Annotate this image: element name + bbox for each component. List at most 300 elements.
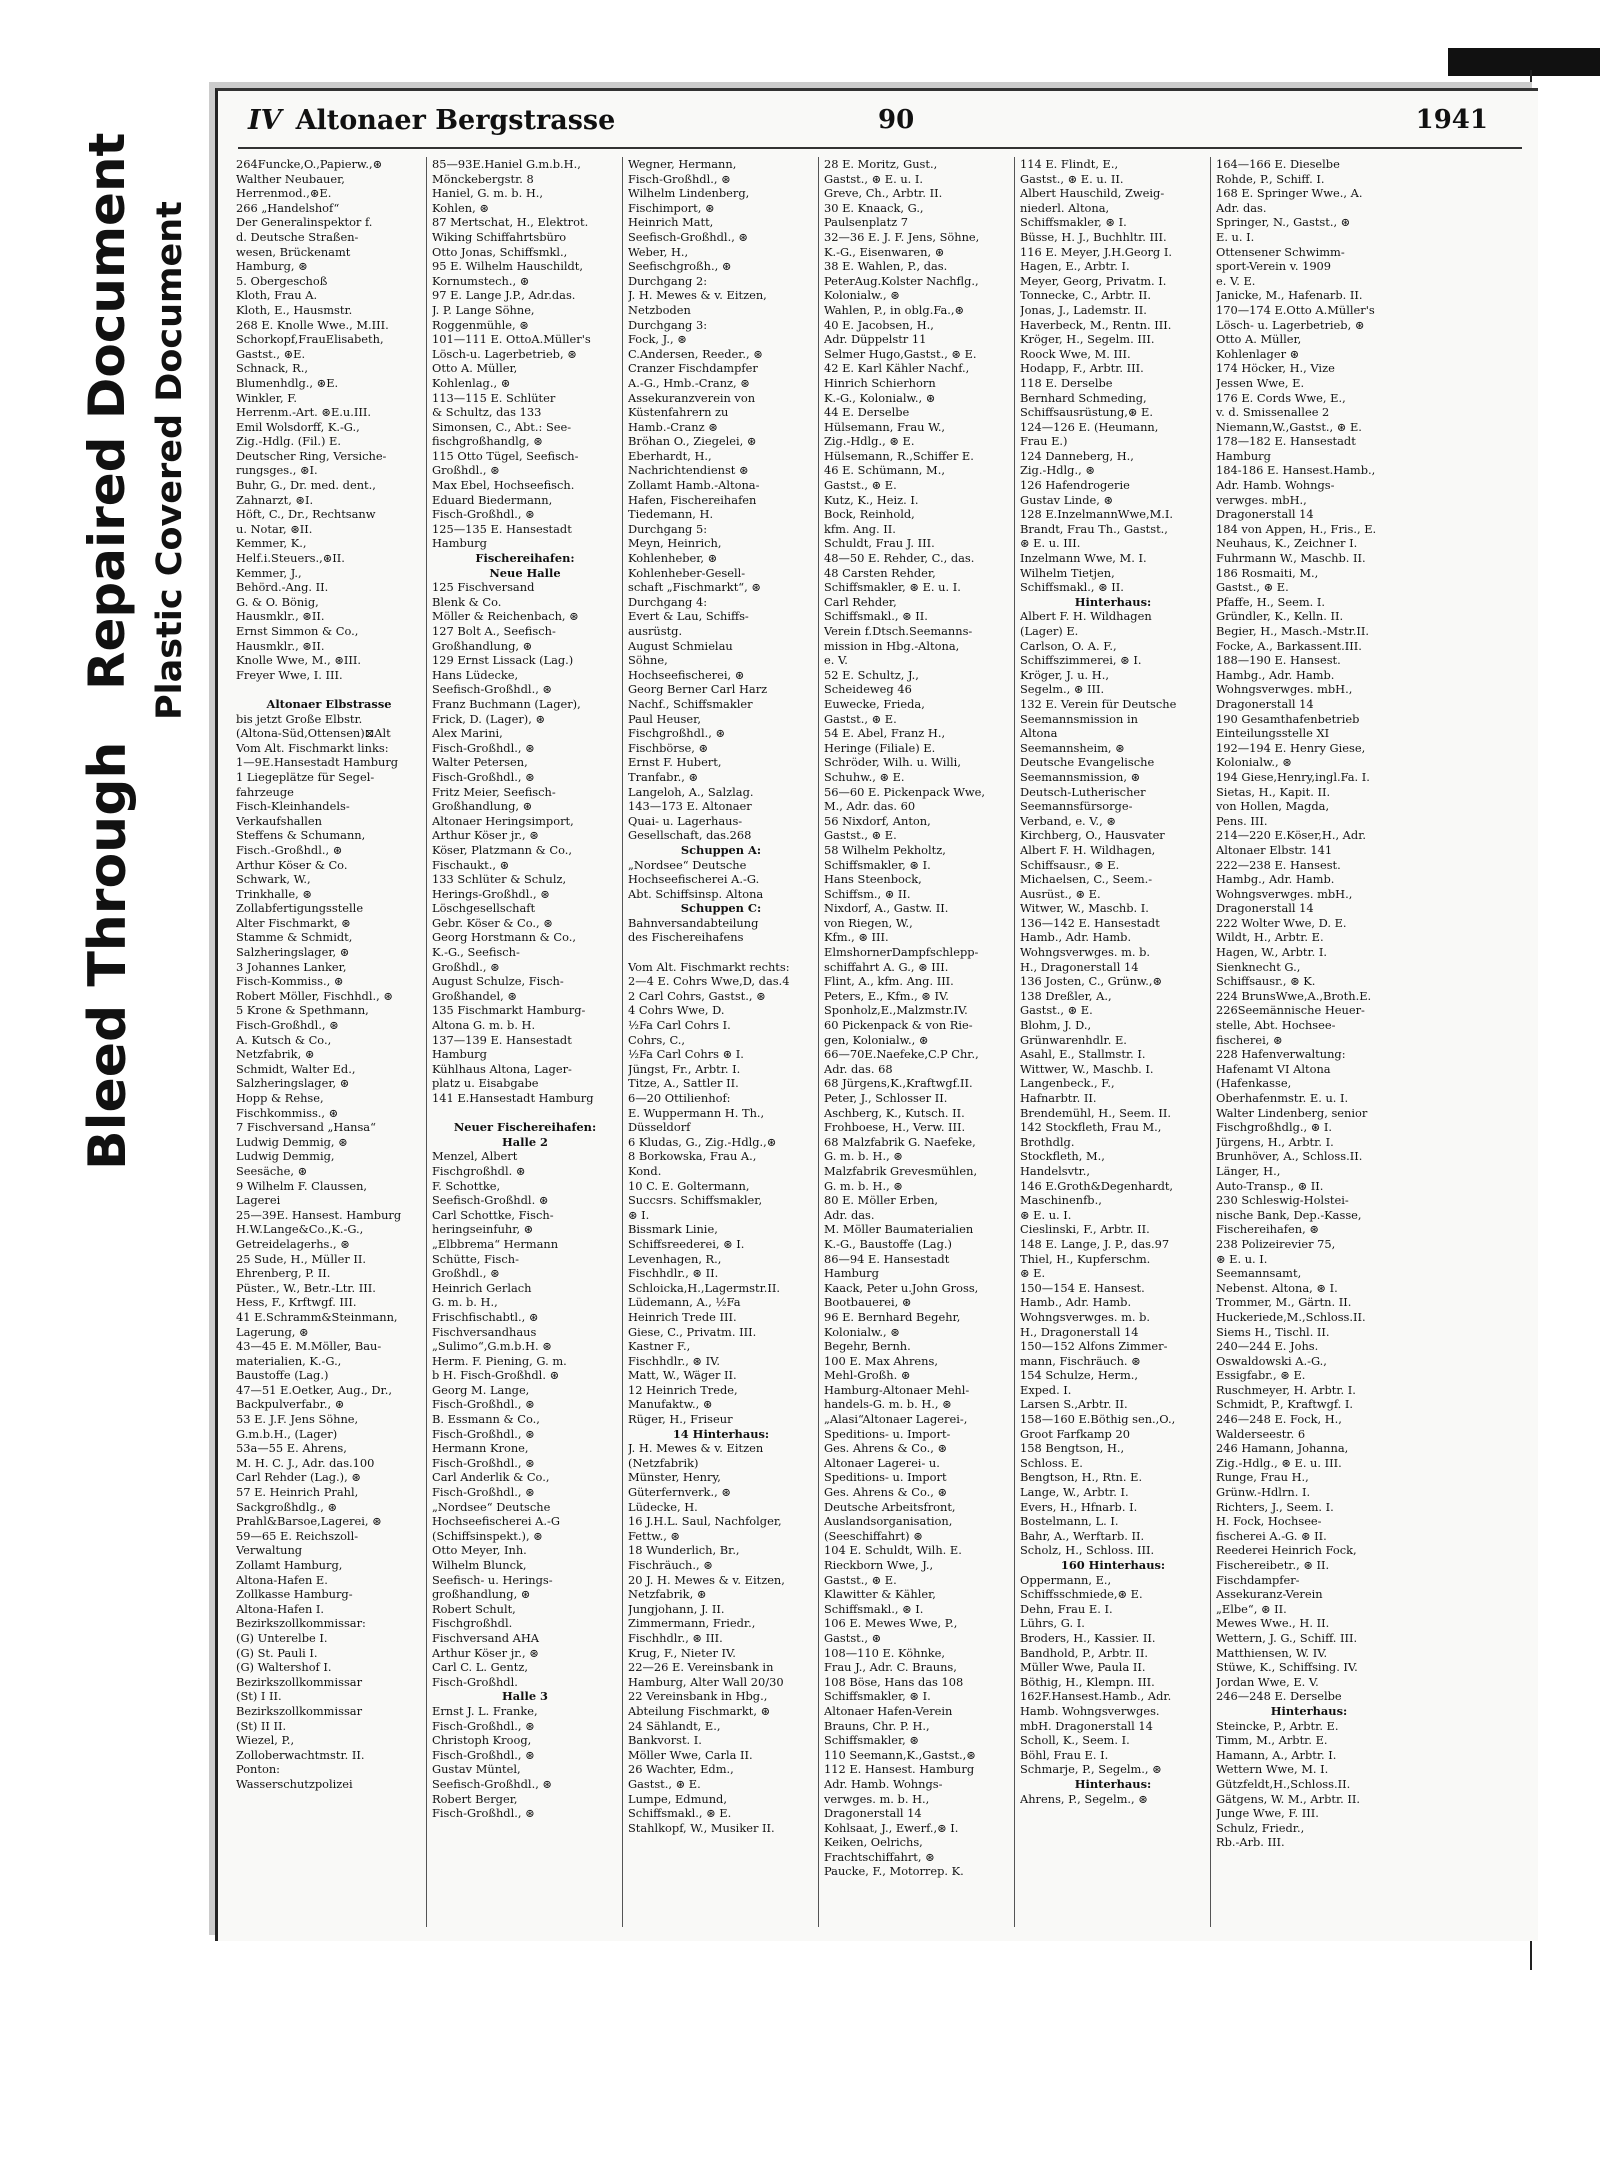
entry-line: 138 Dreßler, A., bbox=[1020, 988, 1112, 1003]
entry-line: Kloth, Frau A. bbox=[236, 288, 318, 303]
entry-line: Wasserschutzpolizei bbox=[236, 1776, 353, 1791]
entry-line: Lösch-u. Lagerbetrieb, ⊛ bbox=[432, 346, 577, 361]
entry-line: Gastst., ⊛ E. bbox=[1020, 1003, 1093, 1018]
entry-line: 46 E. Schümann, M., bbox=[824, 463, 945, 478]
entry-line: Möller & Reichenbach, ⊛ bbox=[432, 609, 579, 624]
entry-line: Haverbeck, M., Rentn. III. bbox=[1020, 317, 1172, 332]
entry-line: Schiffsmakler, ⊛ I. bbox=[824, 857, 931, 872]
entry-line: Pens. III. bbox=[1216, 813, 1268, 828]
entry-line: Zig.-Hdlg. (Fil.) E. bbox=[236, 434, 341, 449]
entry-line: 104 E. Schuldt, Wilh. E. bbox=[824, 1543, 962, 1558]
entry-line: Mehl-Großh. ⊛ bbox=[824, 1368, 911, 1383]
entry-line: Otto A. Müller, bbox=[1216, 332, 1302, 347]
entry-line: Söhne, bbox=[628, 653, 668, 668]
column-divider bbox=[1210, 157, 1211, 1927]
entry-line: Ahrens, P., Segelm., ⊛ bbox=[1020, 1791, 1148, 1806]
entry-line: „Nordsee“ Deutsche bbox=[628, 857, 747, 872]
entry-line: v. d. Smissenallee 2 bbox=[1216, 405, 1330, 420]
entry-line: Hamburg bbox=[432, 1047, 487, 1062]
entry-line: Seemannsheim, ⊛ bbox=[1020, 740, 1125, 755]
entry-line: M. H. C. J., Adr. das.100 bbox=[236, 1455, 375, 1470]
entry-line: 1 Liegeplätze für Segel- bbox=[236, 769, 375, 784]
entry-line: Auslandsorganisation, bbox=[824, 1514, 953, 1529]
entry-line: Kohlenlag., ⊛ bbox=[432, 375, 511, 390]
entry-line: Schröder, Wilh. u. Willi, bbox=[824, 755, 961, 770]
entry-line: Fisch-Großhdl., ⊛ bbox=[432, 1485, 535, 1500]
entry-line: 246—248 E. Derselbe bbox=[1216, 1689, 1342, 1704]
entry-line: Asahl, E., Stallmstr. I. bbox=[1020, 1047, 1146, 1062]
entry-line: Steincke, P., Arbtr. E. bbox=[1216, 1718, 1339, 1733]
entry-line: Güterfernverk., ⊛ bbox=[628, 1485, 731, 1500]
entry-line: Frau E.) bbox=[1020, 434, 1068, 449]
entry-line: Durchgang 4: bbox=[628, 594, 708, 609]
entry-line: G. m. b. H., bbox=[432, 1295, 498, 1310]
entry-line: Segelm., ⊛ III. bbox=[1020, 682, 1105, 697]
entry-line: Möller Wwe, Carla II. bbox=[628, 1747, 753, 1762]
entry-line: von Riegen, W., bbox=[824, 915, 913, 930]
entry-line: niederl. Altona, bbox=[1020, 200, 1110, 215]
entry-line: Langenbeck., F., bbox=[1020, 1076, 1115, 1091]
entry-line: Schiffsmakl., ⊛ E. bbox=[628, 1806, 732, 1821]
entry-line: Büsse, H. J., Buchhltr. III. bbox=[1020, 229, 1167, 244]
entry-line: Fisch.-Großhdl., ⊛ bbox=[236, 842, 343, 857]
entry-line: Fischbörse, ⊛ bbox=[628, 740, 709, 755]
entry-line: Kröger, J. u. H., bbox=[1020, 667, 1109, 682]
entry-line: 56—60 E. Pickenpack Wwe, bbox=[824, 784, 986, 799]
entry-line: M., Adr. das. 60 bbox=[824, 799, 916, 814]
entry-line: Wegner, Hermann, bbox=[628, 157, 737, 171]
entry-line: Hans Lüdecke, bbox=[432, 667, 519, 682]
entry-line: 178—182 E. Hansestadt bbox=[1216, 434, 1356, 449]
entry-line: M. Möller Baumaterialien bbox=[824, 1222, 974, 1237]
entry-line: Assekuranzverein von bbox=[628, 390, 756, 405]
entry-line: Pfaffe, H., Seem. I. bbox=[1216, 594, 1325, 609]
entry-line: Fischkommiss., ⊛ bbox=[236, 1105, 339, 1120]
entry-line: Schulz, Friedr., bbox=[1216, 1820, 1305, 1835]
entry-line: H., Dragonerstall 14 bbox=[1020, 1324, 1139, 1339]
entry-line: Haniel, G. m. b. H., bbox=[432, 186, 544, 201]
entry-line: Reederei Heinrich Fock, bbox=[1216, 1543, 1357, 1558]
entry-line: Kohlenheber, ⊛ bbox=[628, 551, 718, 566]
entry-line: Verein f.Dtsch.Seemanns- bbox=[824, 624, 973, 638]
entry-line: Oswaldowski A.-G., bbox=[1216, 1353, 1327, 1368]
entry-line: Zig.-Hdlg., ⊛ E. u. III. bbox=[1216, 1455, 1342, 1470]
entry-line: Wilhelm Blunck, bbox=[432, 1558, 527, 1572]
entry-line: Broders, H., Kassier. II. bbox=[1020, 1630, 1156, 1645]
entry-line: von Hollen, Magda, bbox=[1216, 799, 1330, 814]
entry-line: Walter Lindenberg, senior bbox=[1216, 1105, 1368, 1120]
entry-line: Hafnarbtr. II. bbox=[1020, 1091, 1097, 1105]
entry-line: Lüdemann, A., ½Fa bbox=[628, 1295, 741, 1310]
entry-line: Carl Rehder (Lag.), ⊛ bbox=[236, 1470, 361, 1485]
entry-line: Bröhan O., Ziegelei, ⊛ bbox=[628, 434, 757, 449]
entry-line: Hamburg, Alter Wall 20/30 bbox=[628, 1674, 784, 1689]
entry-line: Fisch-Großhdl., ⊛ bbox=[432, 1397, 535, 1412]
entry-line: Zollamt Hamburg, bbox=[236, 1558, 343, 1572]
entry-line: Schiffsmakl., ⊛ I. bbox=[824, 1601, 924, 1616]
entry-line: Prahl&Barsoe,Lagerei, ⊛ bbox=[236, 1514, 382, 1529]
entry-line: Keiken, Oelrichs, bbox=[824, 1835, 923, 1850]
entry-line: Seesäche, ⊛ bbox=[236, 1163, 308, 1178]
entry-line: Münster, Henry, bbox=[628, 1470, 721, 1485]
entry-line: Robert Möller, Fischhdl., ⊛ bbox=[236, 988, 393, 1003]
entry-line: Auto-Transp., ⊛ II. bbox=[1216, 1178, 1324, 1193]
entry-line: Neuer Fischereihafen: bbox=[453, 1120, 597, 1135]
entry-line: Knolle Wwe, M., ⊛III. bbox=[236, 653, 361, 668]
entry-line: 48 Carsten Rehder, bbox=[824, 565, 936, 580]
entry-line: Altona-Hafen E. bbox=[236, 1572, 328, 1587]
entry-line: H., Dragonerstall 14 bbox=[1020, 959, 1139, 974]
entry-line: Durchgang 2: bbox=[628, 273, 708, 288]
entry-line: Titze, A., Sattler II. bbox=[628, 1076, 739, 1091]
entry-line: 141 E.Hansestadt Hamburg bbox=[432, 1091, 594, 1105]
entry-line: Kröger, H., Segelm. III. bbox=[1020, 332, 1155, 347]
entry-line: 2—4 E. Cohrs Wwe,D, das.4 bbox=[628, 974, 790, 989]
entry-line: Gustav Linde, ⊛ bbox=[1020, 492, 1114, 507]
entry-line: Focke, A., Barkassent.III. bbox=[1216, 638, 1362, 653]
entry-line: großhandlung, ⊛ bbox=[432, 1587, 531, 1602]
entry-line: Eberhardt, H., bbox=[628, 448, 712, 463]
entry-line: Albert F. H. Wildhagen, bbox=[1020, 842, 1156, 857]
entry-line: Jüngst, Fr., Arbtr. I. bbox=[628, 1061, 741, 1076]
entry-line: Kolonialw., ⊛ bbox=[824, 1324, 900, 1339]
entry-line: Abteilung Fischmarkt, ⊛ bbox=[628, 1703, 771, 1718]
entry-line: Fritz Meier, Seefisch- bbox=[432, 784, 556, 799]
entry-line: Begehr, Bernh. bbox=[824, 1339, 911, 1354]
entry-line: Rieckborn Wwe, J., bbox=[824, 1558, 934, 1572]
entry-line: Düsseldorf bbox=[628, 1120, 691, 1135]
entry-line: Hochseefischerei A.-G bbox=[432, 1514, 560, 1529]
entry-line: Gützfeldt,H.,Schloss.II. bbox=[1216, 1776, 1351, 1791]
entry-line: Otto Jonas, Schiffsmkl., bbox=[432, 244, 568, 259]
entry-line: 3 Johannes Lanker, bbox=[236, 959, 347, 974]
entry-line: Einteilungsstelle XI bbox=[1216, 726, 1330, 741]
entry-line: Verwaltung bbox=[236, 1543, 303, 1558]
entry-line: 8 Borkowska, Frau A., bbox=[628, 1149, 757, 1164]
entry-line: Gastst., ⊛ E. bbox=[1216, 580, 1289, 595]
entry-line: Nebenst. Altona, ⊛ I. bbox=[1216, 1280, 1338, 1295]
column-divider bbox=[622, 157, 623, 1927]
entry-line: Sponholz,E.,Malzmstr.IV. bbox=[824, 1003, 968, 1018]
entry-line: Seemannsmission, ⊛ bbox=[1020, 769, 1141, 784]
entry-line: Vom Alt. Fischmarkt links: bbox=[236, 740, 389, 755]
entry-line: Gründler, K., Kelln. II. bbox=[1216, 609, 1344, 624]
entry-line: Hodapp, F., Arbtr. III. bbox=[1020, 361, 1144, 376]
entry-line: Sietas, H., Kapit. II. bbox=[1216, 784, 1331, 799]
entry-line: Böthig, H., Klempn. III. bbox=[1020, 1674, 1155, 1689]
entry-line: Heinrich Gerlach bbox=[432, 1280, 532, 1295]
label-bleed-through: Bleed Through bbox=[78, 741, 138, 1170]
entry-line: Altonaer Hafen-Verein bbox=[824, 1703, 953, 1718]
entry-line: Schiffsausr., ⊛ E. bbox=[1020, 857, 1120, 872]
entry-line: Bezirkszollkommissar bbox=[236, 1703, 363, 1718]
entry-line: Müller Wwe, Paula II. bbox=[1020, 1660, 1146, 1675]
entry-line: Gastst., ⊛ E. bbox=[824, 711, 897, 726]
street-title: Altonaer Bergstrasse bbox=[295, 105, 616, 136]
entry-line: Fisch-Großhdl., ⊛ bbox=[432, 769, 535, 784]
entry-line: Jonas, J., Lademstr. II. bbox=[1020, 302, 1147, 317]
entry-line: Bootbauerei, ⊛ bbox=[824, 1295, 912, 1310]
entry-line: 266 „Handelshof“ bbox=[236, 200, 340, 215]
entry-line: K.-G., Seefisch- bbox=[432, 945, 520, 960]
entry-line: A. Kutsch & Co., bbox=[236, 1032, 332, 1047]
entry-line: Ernst F. Hubert, bbox=[628, 755, 722, 770]
entry-line: Grünw.-Hdlrn. I. bbox=[1216, 1485, 1311, 1500]
entry-line: Kaack, Peter u.John Gross, bbox=[824, 1280, 979, 1295]
entry-line: 1—9E.Hansestadt Hamburg bbox=[236, 755, 399, 770]
entry-line: Deutsch-Lutherischer bbox=[1020, 784, 1146, 799]
entry-line: Adr. Hamb. Wohngs- bbox=[1216, 478, 1335, 493]
entry-line: 42 E. Karl Kähler Nachf., bbox=[824, 361, 970, 376]
entry-line: 230 Schleswig-Holstei- bbox=[1216, 1193, 1349, 1208]
entry-line: Hamb., Adr. Hamb. bbox=[1020, 930, 1132, 945]
entry-line: Hamann, A., Arbtr. I. bbox=[1216, 1747, 1337, 1762]
entry-line: Walther Neubauer, bbox=[236, 171, 345, 186]
entry-line: Bostelmann, L. I. bbox=[1020, 1514, 1119, 1529]
entry-line: Georg M. Lange, bbox=[432, 1382, 530, 1397]
entry-line: Fisch-Großhdl., ⊛ bbox=[432, 1747, 535, 1762]
entry-line: Hausmklr., ⊛II. bbox=[236, 638, 325, 653]
entry-line: Schmidt, Walter Ed., bbox=[236, 1061, 356, 1076]
entry-line: Evers, H., Hfnarb. I. bbox=[1020, 1499, 1138, 1514]
entry-line: Seefischgroßh., ⊛ bbox=[628, 259, 732, 274]
entry-line: 25—39E. Hansest. Hamburg bbox=[236, 1207, 402, 1222]
entry-line: Carlson, O. A. F., bbox=[1020, 638, 1117, 653]
entry-line: Gesellschaft, das.268 bbox=[628, 828, 752, 843]
entry-line: (St) II II. bbox=[236, 1718, 287, 1733]
entry-line: rungsges., ⊛I. bbox=[236, 463, 318, 478]
entry-line: 58 Wilhelm Pekholtz, bbox=[824, 842, 946, 857]
entry-line: Blohm, J. D., bbox=[1020, 1018, 1092, 1033]
entry-line: Altonaer Elbstrasse bbox=[266, 696, 392, 711]
entry-line: 118 E. Derselbe bbox=[1020, 375, 1113, 390]
entry-line: Fischereibetr., ⊛ II. bbox=[1216, 1558, 1330, 1572]
entry-line: Fisch-Kommiss., ⊛ bbox=[236, 974, 344, 989]
entry-line: Ges. Ahrens & Co., ⊛ bbox=[824, 1485, 948, 1500]
entry-line: handels-G. m. b. H., ⊛ bbox=[824, 1397, 952, 1412]
entry-line: Adr. Düppelstr 11 bbox=[824, 332, 927, 347]
entry-line: Hamburg bbox=[1216, 448, 1271, 463]
entry-line: J. P. Lange Söhne, bbox=[432, 302, 535, 317]
entry-line: 133 Schlüter & Schulz, bbox=[432, 872, 567, 887]
entry-line: Frachtschiffahrt, ⊛ bbox=[824, 1849, 935, 1864]
entry-line: Adr. das. bbox=[824, 1207, 875, 1222]
entry-line: 106 E. Mewes Wwe, P., bbox=[824, 1616, 958, 1631]
entry-line: 125—135 E. Hansestadt bbox=[432, 521, 572, 536]
entry-line: 110 Seemann,K.,Gastst.,⊛ bbox=[824, 1747, 976, 1762]
entry-line: Ausrüst., ⊛ E. bbox=[1020, 886, 1101, 901]
entry-line: mbH. Dragonerstall 14 bbox=[1020, 1718, 1153, 1733]
entry-line: 97 E. Lange J.P., Adr.das. bbox=[432, 288, 576, 303]
entry-line: 143—173 E. Altonaer bbox=[628, 799, 752, 814]
entry-line: 12 Heinrich Trede, bbox=[628, 1382, 738, 1397]
entry-line: Mönckebergstr. 8 bbox=[432, 171, 534, 186]
entry-line: Fischgroßhdlg., ⊛ I. bbox=[1216, 1120, 1333, 1135]
column-6 bbox=[1216, 157, 1402, 1927]
entry-line: Meyer, Georg, Privatm. I. bbox=[1020, 273, 1167, 288]
entry-line: Handelsvtr., bbox=[1020, 1163, 1091, 1178]
entry-line: 222 Wolter Wwe, D. E. bbox=[1216, 915, 1347, 930]
entry-line: Roggenmühle, ⊛ bbox=[432, 317, 529, 332]
entry-line: materialien, K.-G., bbox=[236, 1353, 342, 1368]
entry-line: Malzfabrik Grevesmühlen, bbox=[824, 1163, 978, 1178]
entry-line: ½Fa Carl Cohrs ⊛ I. bbox=[628, 1047, 744, 1062]
entry-line: 28 E. Moritz, Gust., bbox=[824, 157, 938, 171]
entry-line: Hess, F., Krftwgf. III. bbox=[236, 1295, 357, 1310]
entry-line: Cieslinski, F., Arbtr. II. bbox=[1020, 1222, 1150, 1237]
entry-line: „Sulimo“,G.m.b.H. ⊛ bbox=[432, 1339, 552, 1354]
entry-line: Ernst J. L. Franke, bbox=[432, 1703, 538, 1718]
entry-line: 22—26 E. Vereinsbank in bbox=[628, 1660, 774, 1675]
entry-line: Gastst., ⊛ E. u. II. bbox=[1020, 171, 1124, 186]
entry-line: Robert Berger, bbox=[432, 1791, 518, 1806]
entry-line bbox=[432, 1106, 618, 1121]
entry-line: Schuldt, Frau J. III. bbox=[824, 536, 935, 551]
entry-line: Giese, C., Privatm. III. bbox=[628, 1324, 757, 1339]
entry-line: 184-186 E. Hansest.Hamb., bbox=[1216, 463, 1376, 478]
entry-line: Wilhelm Tietjen, bbox=[1020, 565, 1115, 580]
entry-line: Lange, W., Arbtr. I. bbox=[1020, 1485, 1129, 1500]
entry-line: Netzboden bbox=[628, 302, 691, 317]
entry-line: (G) Unterelbe I. bbox=[236, 1630, 328, 1645]
entry-line: 222—238 E. Hansest. bbox=[1216, 857, 1341, 872]
entry-line: Selmer Hugo,Gastst., ⊛ E. bbox=[824, 346, 977, 361]
entry-line: Altona G. m. b. H. bbox=[432, 1018, 536, 1033]
entry-line: Verband, e. V., ⊛ bbox=[1020, 813, 1116, 828]
entry-line: Klawitter & Kähler, bbox=[824, 1587, 936, 1602]
page-header bbox=[248, 105, 1518, 145]
entry-line: Peters, E., Kfm., ⊛ IV. bbox=[824, 988, 949, 1003]
entry-line: Trommer, M., Gärtn. II. bbox=[1216, 1295, 1352, 1310]
entry-line: Dragonerstall 14 bbox=[1216, 696, 1314, 711]
entry-line: H.W.Lange&Co.,K.-G., bbox=[236, 1222, 364, 1237]
entry-line: Gastst., ⊛ bbox=[824, 1630, 882, 1645]
entry-line: Hamburg-Altonaer Mehl- bbox=[824, 1382, 970, 1397]
entry-line: 164—166 E. Dieselbe bbox=[1216, 157, 1340, 171]
entry-line: Essigfabr., ⊛ E. bbox=[1216, 1368, 1306, 1383]
entry-line: 168 E. Springer Wwe., A. bbox=[1216, 186, 1363, 201]
entry-line: 5 Krone & Spethmann, bbox=[236, 1003, 369, 1018]
entry-line: Dragonerstall 14 bbox=[1216, 901, 1314, 916]
entry-line: 158 Bengtson, H., bbox=[1020, 1441, 1125, 1456]
entry-line: Gastst., ⊛ E. bbox=[824, 478, 897, 493]
entry-line: Hinterhaus: bbox=[1074, 594, 1152, 609]
entry-line: Maschinenfb., bbox=[1020, 1193, 1102, 1208]
entry-line: Alter Fischmarkt, ⊛ bbox=[236, 915, 351, 930]
entry-line: Oberhafenmstr. E. u. I. bbox=[1216, 1091, 1349, 1105]
entry-line: Netzfabrik, ⊛ bbox=[628, 1587, 707, 1602]
entry-line: „Elbe“, ⊛ II. bbox=[1216, 1601, 1287, 1616]
entry-line: Neuhaus, K., Zeichner I. bbox=[1216, 536, 1358, 551]
entry-line: Eduard Biedermann, bbox=[432, 492, 553, 507]
entry-line: Kemmer, K., bbox=[236, 536, 307, 551]
entry-line: Baustoffe (Lag.) bbox=[236, 1368, 329, 1383]
entry-line: Fischereihafen, ⊛ bbox=[1216, 1222, 1319, 1237]
entry-line bbox=[628, 945, 814, 960]
entry-line: Fock, J., ⊛ bbox=[628, 332, 687, 347]
entry-line: Thiel, H., Kupferschm. bbox=[1020, 1251, 1151, 1266]
entry-line: Greve, Ch., Arbtr. II. bbox=[824, 186, 943, 201]
entry-line: 25 Sude, H., Müller II. bbox=[236, 1251, 367, 1266]
entry-line: 176 E. Cords Wwe, E., bbox=[1216, 390, 1346, 405]
label-plastic-covered-document: Plastic Covered Document bbox=[150, 201, 190, 720]
entry-line: Georg Horstmann & Co., bbox=[432, 930, 576, 945]
entry-line: Altonaer Lagerei- u. bbox=[824, 1455, 940, 1470]
entry-line: Helf.i.Steuers.,⊛II. bbox=[236, 551, 345, 566]
entry-line: Max Ebel, Hochseefisch. bbox=[432, 478, 575, 493]
entry-line: 68 Jürgens,K.,Kraftwgf.II. bbox=[824, 1076, 973, 1091]
entry-line: Paulsenplatz 7 bbox=[824, 215, 909, 230]
entry-line: Stockfleth, M., bbox=[1020, 1149, 1105, 1164]
entry-line: 226Seemännische Heuer- bbox=[1216, 1003, 1365, 1018]
entry-line: Kond. bbox=[628, 1163, 662, 1178]
entry-line: platz u. Eisabgabe bbox=[432, 1076, 539, 1091]
entry-line: verwges. m. b. H., bbox=[824, 1791, 930, 1806]
entry-line: Zig.-Hdlg., ⊛ E. bbox=[824, 434, 915, 449]
entry-line: Jürgens, H., Arbtr. I. bbox=[1216, 1134, 1334, 1149]
entry-line: d. Deutsche Straßen- bbox=[236, 229, 359, 244]
column-divider bbox=[1014, 157, 1015, 1927]
entry-line: Bankvorst. I. bbox=[628, 1733, 702, 1748]
entry-line: Jessen Wwe, E. bbox=[1216, 375, 1305, 390]
entry-line: Wohngsverwges. mbH., bbox=[1216, 682, 1353, 697]
entry-line: 100 E. Max Ahrens, bbox=[824, 1353, 938, 1368]
entry-line: 48—50 E. Rehder, C., das. bbox=[824, 551, 975, 566]
entry-line: 52 E. Schultz, J., bbox=[824, 667, 919, 682]
entry-line: ½Fa Carl Cohrs I. bbox=[628, 1018, 731, 1033]
entry-line: Herm. F. Piening, G. m. bbox=[432, 1353, 567, 1368]
entry-line: 59—65 E. Reichszoll- bbox=[236, 1528, 359, 1543]
entry-line: J. H. Mewes & v. Eitzen bbox=[628, 1441, 764, 1456]
entry-line: 158—160 E.Böthig sen.,O., bbox=[1020, 1412, 1176, 1427]
entry-line: bis jetzt Große Elbstr. bbox=[236, 711, 363, 726]
entry-line: Rohde, P., Schiff. I. bbox=[1216, 171, 1325, 186]
entry-line: Hinterhaus: bbox=[1270, 1703, 1348, 1718]
entry-line: 18 Wunderlich, Br., bbox=[628, 1543, 740, 1558]
page-number: 90 bbox=[878, 105, 915, 135]
entry-line: Fischimport, ⊛ bbox=[628, 200, 715, 215]
entry-line: des Fischereihafens bbox=[628, 930, 744, 945]
entry-line: Kornumstech., ⊛ bbox=[432, 273, 530, 288]
entry-line: August Schulze, Fisch- bbox=[432, 974, 564, 989]
entry-line: Scholl, K., Seem. I. bbox=[1020, 1733, 1130, 1748]
entry-line: Hamburg bbox=[432, 536, 487, 551]
entry-line: Albert Hauschild, Zweig- bbox=[1020, 186, 1165, 201]
entry-line: Heinrich Matt, bbox=[628, 215, 714, 230]
entry-line: Carl Rehder, bbox=[824, 594, 897, 609]
entry-line: 57 E. Heinrich Prahl, bbox=[236, 1485, 359, 1500]
entry-line: „Elbbrema“ Hermann bbox=[432, 1236, 559, 1251]
entry-line: Arthur Köser jr., ⊛ bbox=[432, 828, 539, 843]
entry-line: Schiffsmakler, ⊛ E. u. I. bbox=[824, 580, 961, 595]
entry-line: Mewes Wwe., H. II. bbox=[1216, 1616, 1330, 1631]
entry-line: 54 E. Abel, Franz H., bbox=[824, 726, 946, 741]
header-section bbox=[248, 105, 615, 136]
entry-line: Larsen S.,Arbtr. II. bbox=[1020, 1397, 1128, 1412]
column-divider bbox=[818, 157, 819, 1927]
entry-line: Heinrich Trede III. bbox=[628, 1309, 737, 1324]
entry-line: Assekuranz-Verein bbox=[1216, 1587, 1323, 1602]
entry-line: Hafen, Fischereihafen bbox=[628, 492, 757, 507]
entry-line: Zollamt Hamb.-Altona- bbox=[628, 478, 760, 493]
entry-line: Timm, M., Arbtr. E. bbox=[1216, 1733, 1328, 1748]
entry-line: Jungjohann, J. II. bbox=[628, 1601, 725, 1616]
entry-line: Fischgroßhdl., ⊛ bbox=[628, 726, 725, 741]
entry-line: 53a—55 E. Ahrens, bbox=[236, 1441, 347, 1456]
entry-line: 268 E. Knolle Wwe., M.III. bbox=[236, 317, 389, 332]
entry-line: 56 Nixdorf, Anton, bbox=[824, 813, 931, 828]
entry-line: Gustav Müntel, bbox=[432, 1762, 521, 1777]
